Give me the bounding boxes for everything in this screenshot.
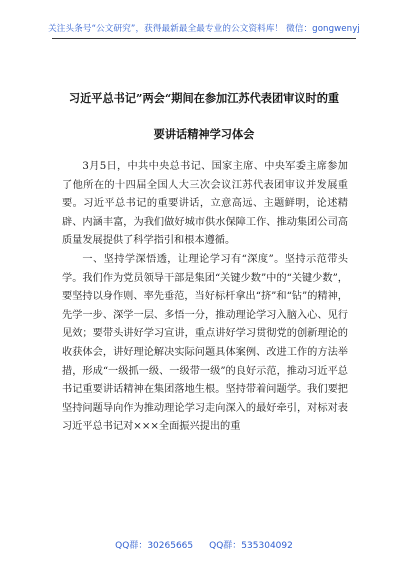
- footer-contact: [0, 538, 408, 551]
- header-divider: [52, 38, 356, 39]
- document-title-line-1: 习近平总书记”两会“期间在参加江苏代表团审议时的重: [68, 91, 340, 105]
- body-paragraph: 3月5日，中共中央总书记、国家主席、中央军委主席参加了他所在的十四届全国人大三次会议江苏代表团审议并发展重要。习近平总书记的重要讲话，立意高远、主题鲜明，论述精辟、内涵丰富，为我们做好城市供水保障工作、推动集团公司高质量发展提供了科学指引和根本遵循。: [62, 161, 348, 247]
- body-paragraph: 一、坚持学深悟透，让理论学习有“深度”。坚持示范带头学。我们作为党员领导干部是集团“关键少数”中的“关键少数”，要坚持以身作则、率先垂范，当好标杆拿出“挤”和“钻”的精神，先学一步、深学一层、多悟一分，推动理论学习入脑入心、见行见效；要带头讲好学习宣讲，重点讲好学习贯彻党的创新理论的收获体会，讲好理论解决实际问题具体案例、改进工作的方法举措，形成“一级抓一级、一级带一级”的良好示范，推动习近平总书记重要讲话精神在集团落地生根。坚持带着问题学。我们要把坚持问题导向作为推动理论学习走向深入的最好牵引，对标对表习近平总书记对×××全面振兴提出的重: [62, 253, 348, 433]
- header-banner[interactable]: 关注头条号“公文研究”，获得最新最全最专业的公文资料库！ 微信：gongwenyj: [48, 24, 360, 34]
- document-body: [62, 158, 348, 437]
- footer-qq-group-2[interactable]: QQ群：535304092: [209, 541, 293, 551]
- footer-qq-group-1[interactable]: QQ群：30265665: [115, 541, 194, 551]
- document-title-line-2: 要讲话精神学习体会: [153, 127, 255, 141]
